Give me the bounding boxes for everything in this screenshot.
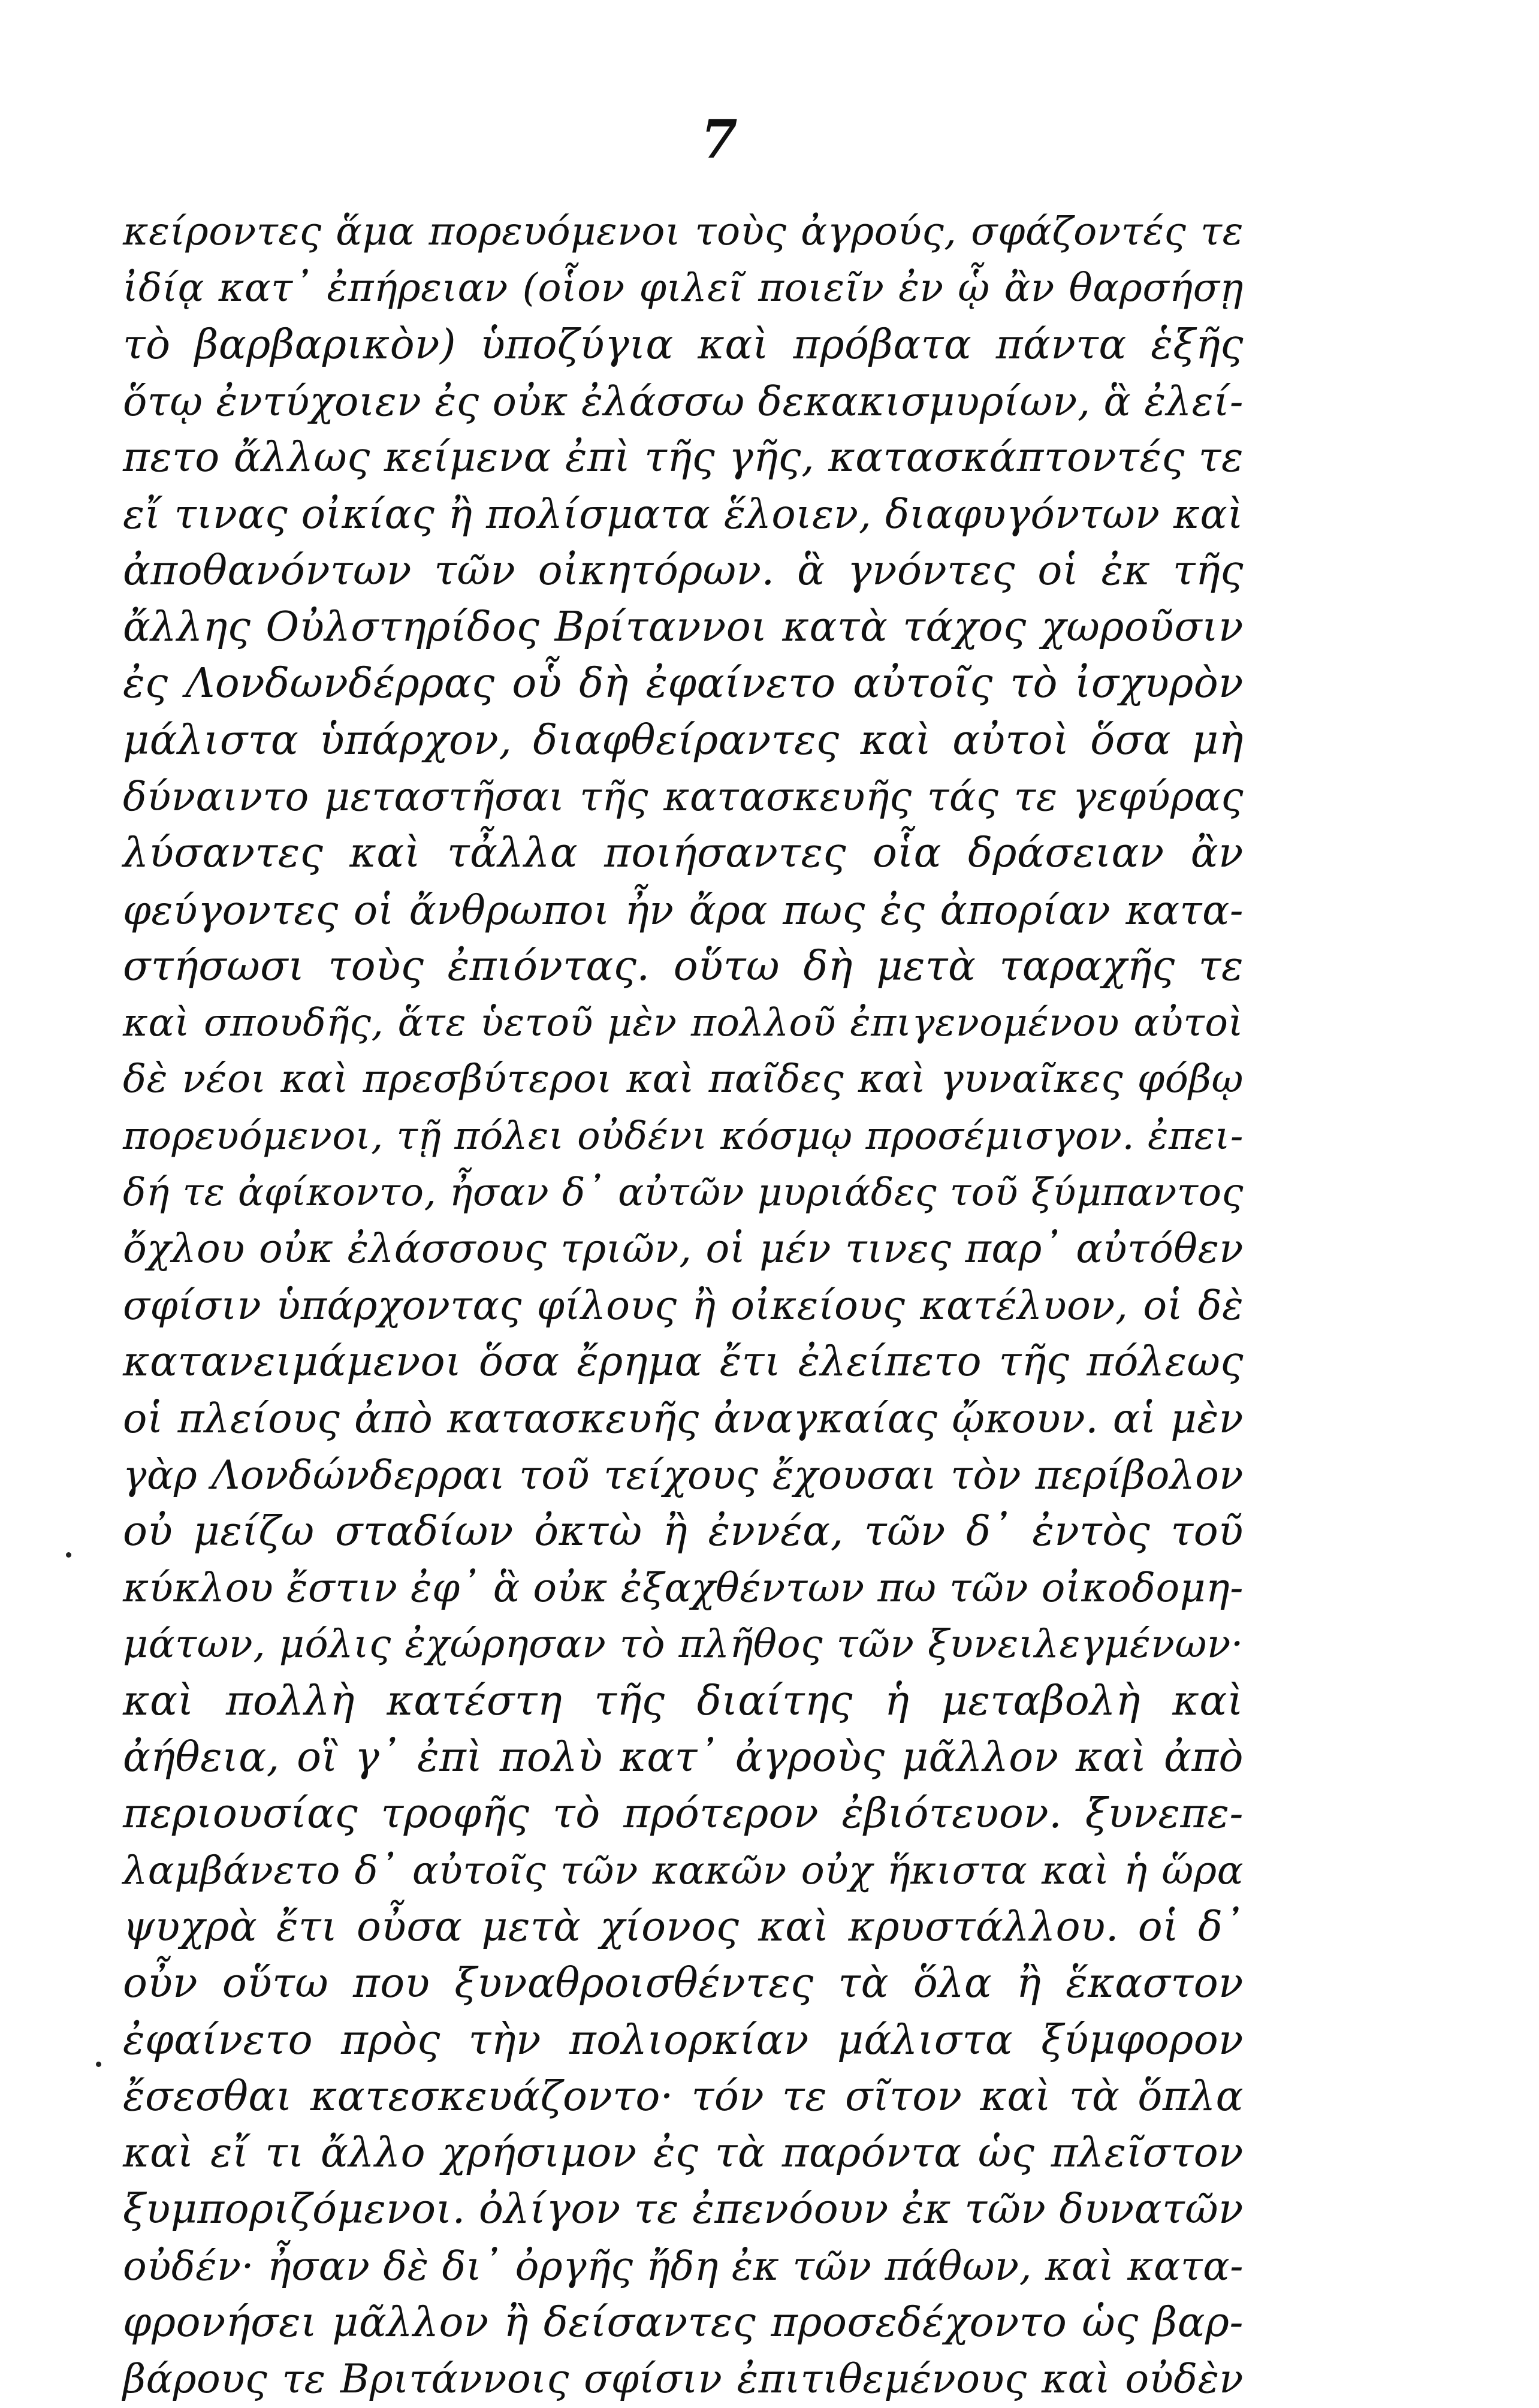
- ink-speck: [66, 1552, 71, 1558]
- text-line: πορευόμενοι, τῇ πόλει οὐδένι κόσμῳ προσέμισγον. ἐπει-: [123, 1114, 1244, 1158]
- text-line: ἀποθανόντων τῶν οἰκητόρων. ἃ γνόντες οἱ ἐκ τῆς: [123, 547, 1244, 595]
- text-line: δὲ νέοι καὶ πρεσβύτεροι καὶ παῖδες καὶ γυναῖκες φόβῳ: [123, 1057, 1244, 1102]
- text-line: κατανειμάμενοι ὅσα ἔρημα ἔτι ἐλείπετο τῆς πόλεως: [123, 1338, 1244, 1386]
- text-line: λαμβάνετο δ᾽ αὐτοῖς τῶν κακῶν οὐχ ἥκιστα καὶ ἡ ὥρα: [123, 1848, 1244, 1893]
- text-line: ἀήθεια, οἳ γ᾽ ἐπὶ πολὺ κατ᾽ ἀγροὺς μᾶλλον καὶ ἀπὸ: [123, 1734, 1244, 1782]
- text-line: γὰρ Λονδώνδερραι τοῦ τείχους ἔχουσαι τὸν περίβολον: [123, 1452, 1244, 1498]
- text-line: κύκλου ἔστιν ἐφ᾽ ἃ οὐκ ἐξαχθέντων πω τῶν οἰκοδομη-: [123, 1565, 1244, 1612]
- text-line: ἰδίᾳ κατ᾽ ἐπήρειαν (οἷον φιλεῖ ποιεῖν ἐν ᾧ ἂν θαρσήσῃ: [123, 265, 1244, 311]
- text-line: δή τε ἀφίκοντο, ἦσαν δ᾽ αὐτῶν μυριάδες τοῦ ξύμπαντος: [123, 1170, 1244, 1215]
- text-line: ψυχρὰ ἔτι οὖσα μετὰ χίονος καὶ κρυστάλλου. οἱ δ᾽: [123, 1903, 1244, 1951]
- text-line: ὄχλου οὐκ ἐλάσσους τριῶν, οἱ μέν τινες παρ᾽ αὐτόθεν: [123, 1226, 1244, 1272]
- text-line: στήσωσι τοὺς ἐπιόντας. οὕτω δὴ μετὰ ταραχῆς τε: [123, 942, 1244, 990]
- text-line: πετο ἄλλως κείμενα ἐπὶ τῆς γῆς, κατασκάπτοντές τε: [123, 434, 1244, 482]
- text-line: οἱ πλείους ἀπὸ κατασκευῆς ἀναγκαίας ᾤκουν. αἱ μὲν: [123, 1395, 1244, 1443]
- text-line: καὶ εἴ τι ἄλλο χρήσιμον ἐς τὰ παρόντα ὡς πλεῖστον: [123, 2129, 1244, 2177]
- text-line: οὐ μείζω σταδίων ὀκτὼ ἢ ἐννέα, τῶν δ᾽ ἐντὸς τοῦ: [123, 1507, 1244, 1555]
- text-line: φεύγοντες οἱ ἄνθρωποι ἦν ἄρα πως ἐς ἀπορίαν κατα-: [123, 886, 1244, 934]
- text-line: ἔσεσθαι κατεσκευάζοντο· τόν τε σῖτον καὶ τὰ ὅπλα: [123, 2072, 1244, 2120]
- ink-speck: [96, 2062, 101, 2067]
- text-line: κείροντες ἅμα πορευόμενοι τοὺς ἀγρούς, σφάζοντές τε: [123, 209, 1244, 254]
- text-line: σφίσιν ὑπάρχοντας φίλους ἢ οἰκείους κατέλυον, οἱ δὲ: [123, 1282, 1244, 1329]
- text-line: μάτων, μόλις ἐχώρησαν τὸ πλῆθος τῶν ξυνειλεγμένων·: [123, 1622, 1244, 1667]
- body-text: [123, 204, 1244, 2408]
- text-line: ἐς Λονδωνδέρρας οὗ δὴ ἐφαίνετο αὐτοῖς τὸ ἰσχυρὸν: [123, 660, 1244, 708]
- text-line: λύσαντες καὶ τἆλλα ποιήσαντες οἷα δράσειαν ἂν: [123, 829, 1244, 877]
- page-number: 7: [701, 108, 738, 170]
- text-line: ἄλλης Οὐλστηρίδος Βρίταννοι κατὰ τάχος χωροῦσιν: [123, 603, 1244, 651]
- text-line: οὖν οὕτω που ξυναθροισθέντες τὰ ὅλα ἢ ἕκαστον: [123, 1960, 1244, 2008]
- text-line: δύναιντο μεταστῆσαι τῆς κατασκευῆς τάς τε γεφύρας: [123, 773, 1244, 820]
- text-line: ὅτῳ ἐντύχοιεν ἐς οὐκ ἐλάσσω δεκακισμυρίων, ἃ ἐλεί-: [123, 378, 1244, 425]
- text-line: ξυμποριζόμενοι. ὀλίγον τε ἐπενόουν ἐκ τῶν δυνατῶν: [123, 2186, 1244, 2234]
- text-line: μάλιστα ὑπάρχον, διαφθείραντες καὶ αὐτοὶ ὅσα μὴ: [123, 716, 1244, 764]
- text-line: καὶ σπουδῆς, ἅτε ὑετοῦ μὲν πολλοῦ ἐπιγενομένου αὐτοὶ: [123, 1001, 1244, 1046]
- text-line: καὶ πολλὴ κατέστη τῆς διαίτης ἡ μεταβολὴ καὶ: [123, 1677, 1244, 1725]
- text-line: βάρους τε Βριτάννοις σφίσιν ἐπιτιθεμένους καὶ οὐδὲν: [123, 2356, 1244, 2403]
- text-line: φρονήσει μᾶλλον ἢ δείσαντες προσεδέχοντο ὡς βαρ-: [123, 2298, 1244, 2346]
- text-line: οὐδέν· ἦσαν δὲ δι᾽ ὀργῆς ἤδη ἐκ τῶν πάθων, καὶ κατα-: [123, 2243, 1244, 2289]
- text-line: τὸ βαρβαρικὸν) ὑποζύγια καὶ πρόβατα πάντα ἑξῆς: [123, 321, 1244, 369]
- text-line: περιουσίας τροφῆς τὸ πρότερον ἐβιότευον. ξυνεπε-: [123, 1790, 1244, 1838]
- text-line: ἐφαίνετο πρὸς τὴν πολιορκίαν μάλιστα ξύμφορον: [123, 2016, 1244, 2064]
- text-line: εἴ τινας οἰκίας ἢ πολίσματα ἕλοιεν, διαφυγόντων καὶ: [123, 491, 1244, 538]
